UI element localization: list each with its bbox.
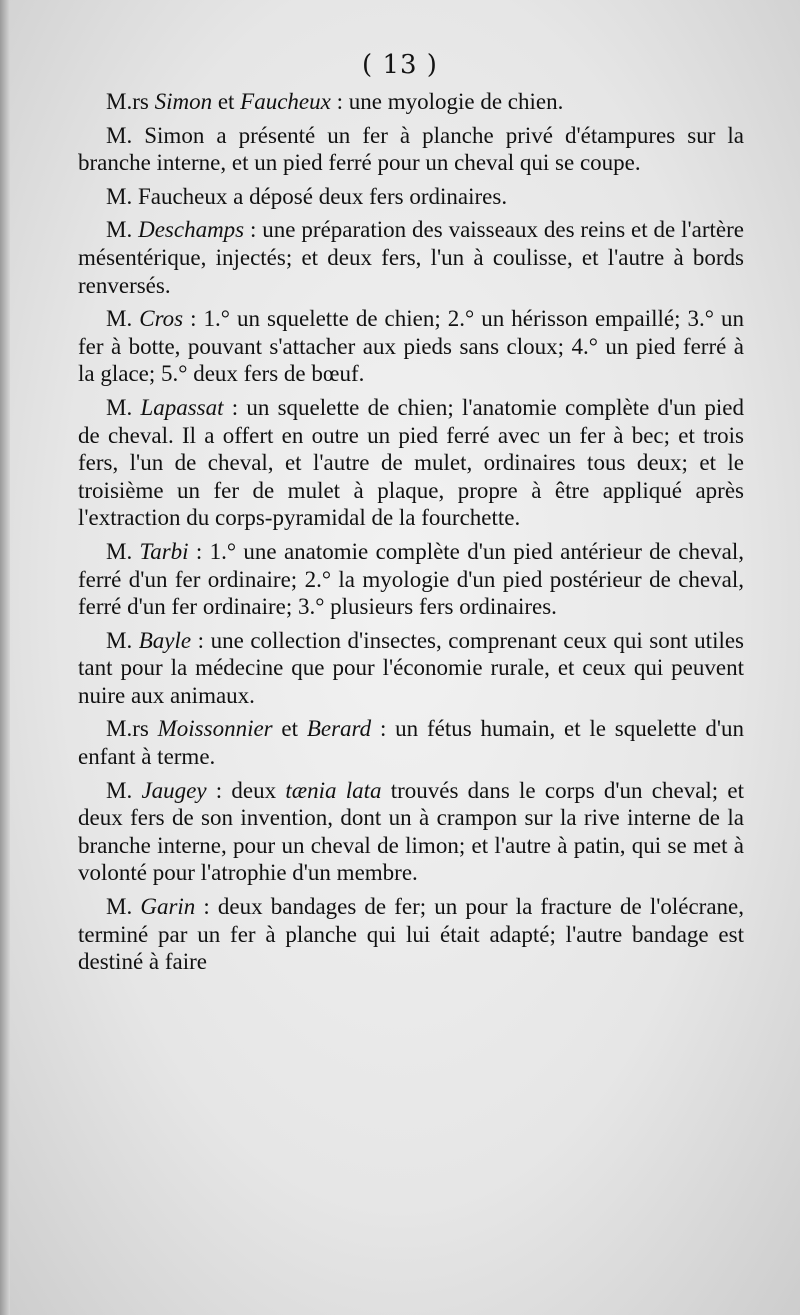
- paragraph: [78, 305, 744, 388]
- person-name: Jaugey: [141, 777, 207, 803]
- paragraph-text: : une préparation des vaisseaux des reins et de l'artère mésentérique, injectés; et deux fers, l'un à coulisse, et l'autre à bords renversés.: [78, 217, 744, 298]
- species-name: tænia lata: [285, 777, 382, 803]
- paragraph-prefix: M.: [106, 394, 141, 420]
- paragraph: [78, 394, 744, 532]
- person-name: Bayle: [138, 627, 192, 653]
- body-text: [78, 88, 744, 982]
- paragraph: [78, 538, 744, 621]
- paragraph-text: trouvés dans le corps d'un cheval; et deux fers de son invention, dont un à crampon sur la rive interne de la branche interne, pour un cheval de limon; et l'autre à patin, qui se met à volonté pour l'atrophie d'un membre.: [78, 777, 745, 886]
- paragraph-middle: et: [272, 716, 307, 742]
- paragraph-text: : un squelette de chien; l'anatomie complète d'un pied de cheval. Il a offert en outre un pied ferré avec un fer à bec; et trois fers, l'un de cheval, et l'autre de mulet, ordinaires tous deux; et le troisième un fer de mulet à plaque, propre à être appliqué après l'extraction du corps-pyramidal de la fourchette.: [78, 394, 744, 531]
- person-name: Cros: [139, 306, 184, 332]
- person-name: Faucheux: [240, 89, 331, 114]
- person-name: Moissonnier: [157, 716, 273, 742]
- paragraph: [78, 216, 744, 299]
- paragraph-prefix: M.: [106, 894, 141, 920]
- person-name: Berard: [306, 716, 372, 742]
- paragraph-text: : deux bandages de fer; un pour la fracture de l'olécrane, terminé par un fer à planche qui lui était adapté; l'autre bandage est destiné à faire: [78, 894, 744, 975]
- person-name: Lapassat: [140, 394, 224, 420]
- paragraph-text: : 1.° un squelette de chien; 2.° un hérisson empaillé; 3.° un fer à botte, pouvant s'attacher aux pieds sans cloux; 4.° un pied ferré à la glace; 5.° deux fers de bœuf.: [78, 306, 745, 387]
- paragraph-middle: : deux: [206, 777, 286, 803]
- paragraph: [78, 777, 744, 887]
- paragraph-prefix: M.rs: [106, 89, 155, 114]
- paragraph-text: : une collection d'insectes, comprenant ceux qui sont utiles tant pour la médecine que pour l'économie rurale, et ceux qui peuvent nuire aux animaux.: [78, 627, 745, 708]
- paragraph: [78, 715, 744, 770]
- paragraph-text: : une myologie de chien.: [330, 89, 564, 114]
- person-name: Deschamps: [138, 217, 245, 243]
- paragraph-prefix: M. Simon a présenté un fer à planche privé d'étampures sur la branche interne, et un pied ferré pour un cheval qui se coupe.: [78, 122, 744, 176]
- person-name: Garin: [140, 894, 196, 920]
- paragraph-text: : un fétus humain, et le squelette d'un enfant à terme.: [78, 716, 745, 770]
- page-number: ( 13 ): [362, 50, 438, 80]
- paragraph-text: : 1.° une anatomie complète d'un pied antérieur de cheval, ferré d'un fer ordinaire; 2.° la myologie d'un pied postérieur de cheval, ferré d'un fer ordinaire; 3.° plusieurs fers ordinaires.: [78, 538, 744, 620]
- paragraph-prefix: M.: [106, 777, 142, 803]
- paragraph-prefix: M. Faucheux a déposé deux fers ordinaires.: [106, 183, 508, 209]
- paragraph-prefix: M.: [106, 306, 140, 332]
- paragraph-prefix: M.: [106, 627, 139, 653]
- paragraph-middle: et: [212, 89, 241, 114]
- paragraph-prefix: M.rs: [106, 716, 158, 742]
- paragraph: [78, 88, 744, 116]
- paragraph-prefix: M.: [106, 538, 140, 564]
- person-name: Simon: [154, 89, 213, 114]
- paragraph: [78, 183, 744, 211]
- paragraph: [78, 893, 744, 976]
- person-name: Tarbi: [139, 538, 189, 564]
- page-binding-edge: [0, 0, 10, 1315]
- paragraph: [78, 627, 744, 710]
- paragraph-prefix: M.: [106, 217, 139, 243]
- paragraph: [78, 122, 744, 177]
